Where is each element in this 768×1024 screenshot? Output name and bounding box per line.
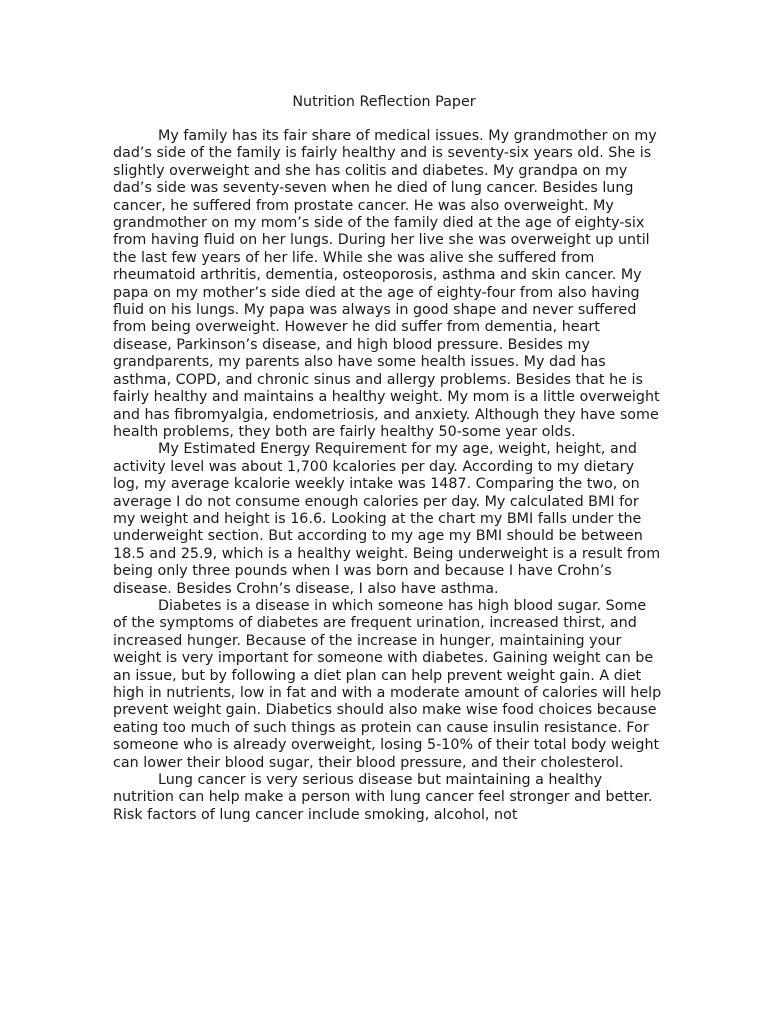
paragraph-energy-requirement: My Estimated Energy Requirement for my age, weight, height, and activity level was about 1,700 kcalories per day. According to my dietary log, my average kcalorie weekly intake was 1487. Comparing the two, on average I do not consume enough calories per day. My calculated BMI for my weight and height is 16.6. Looking at the chart my BMI falls under the underweight section. But according to my age my BMI should be between 18.5 and 25.9, which is a healthy weight. Being underweight is a result from being only three pounds when I was born and because I have Crohn’s disease. Besides Crohn’s disease, I also have asthma. [113,441,661,597]
document-title: Nutrition Reflection Paper [292,94,476,110]
paragraph-family-history: My family has its fair share of medical issues. My grandmother on my dad’s side of the family is fairly healthy and is seventy-six years old. She is slightly overweight and she has colitis and diabetes. My grandpa on my dad’s side was seventy-seven when he died of lung cancer. Besides lung cancer, he suffered from prostate cancer. He was also overweight. My grandmother on my mom’s side of the family died at the age of eighty-six from having fluid on her lungs. During her live she was overweight up until the last few years of her life. While she was alive she suffered from rheumatoid arthritis, dementia, osteoporosis, asthma and skin cancer. My papa on my mother’s side died at the age of eighty-four from also having fluid on his lungs. My papa was always in good shape and never suffered from being overweight. However he did suffer from dementia, heart disease, Parkinson’s disease, and high blood pressure. Besides my grandparents, my parents also have some health issues. My dad has asthma, COPD, and chronic sinus and allergy problems. Besides that he is fairly healthy and maintains a healthy weight. My mom is a little overweight and has fibromyalgia, endometriosis, and anxiety. Although they have some health problems, they both are fairly healthy 50-some year olds. [113,128,660,440]
paragraph-diabetes: Diabetes is a disease in which someone has high blood sugar. Some of the symptoms of diabetes are frequent urination, increased thirst, and increased hunger. Because of the increase in hunger, maintaining your weight is very important for someone with diabetes. Gaining weight can be an issue, but by following a diet plan can help prevent weight gain. A diet high in nutrients, low in fat and with a moderate amount of calories will help prevent weight gain. Diabetics should also make wise food choices because eating too much of such things as protein can cause insulin resistance. For someone who is already overweight, losing 5-10% of their total body weight can lower their blood sugar, their blood pressure, and their cholesterol. [113,597,662,771]
paragraph-lung-cancer: Lung cancer is very serious disease but maintaining a healthy nutrition can help make a person with lung cancer feel stronger and better. Risk factors of lung cancer include smoking, alcohol, not [113,772,653,823]
document-body [113,128,663,824]
